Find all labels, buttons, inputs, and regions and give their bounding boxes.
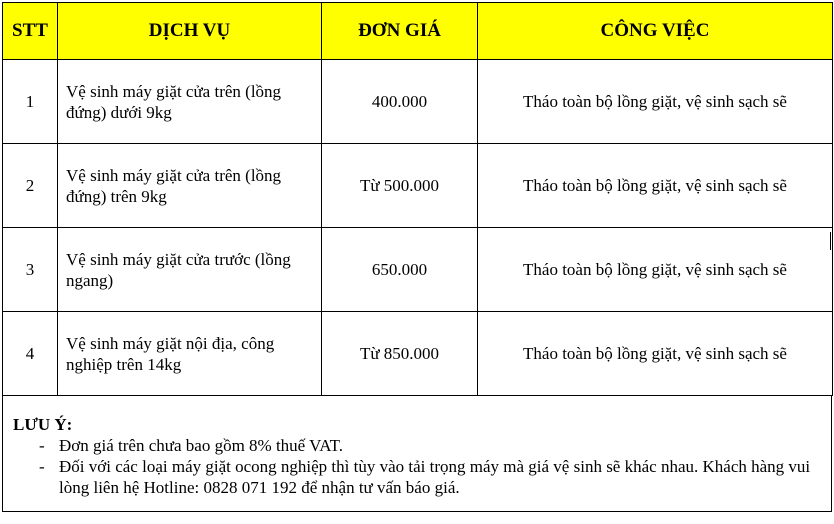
header-work: CÔNG VIỆC	[478, 3, 833, 60]
table-row	[3, 228, 833, 312]
row-work: Tháo toàn bộ lồng giặt, vệ sinh sạch sẽ	[478, 144, 833, 228]
row-stt: 2	[3, 144, 58, 228]
row-service: Vệ sinh máy giặt cửa trên (lồng đứng) trên 9kg	[58, 144, 322, 228]
table-header-row	[3, 3, 833, 60]
row-price: 400.000	[322, 60, 478, 144]
row-stt: 3	[3, 228, 58, 312]
row-work: Tháo toàn bộ lồng giặt, vệ sinh sạch sẽ	[478, 312, 833, 396]
note-text: Đơn giá trên chưa bao gồm 8% thuế VAT.	[59, 436, 344, 455]
row-work: Tháo toàn bộ lồng giặt, vệ sinh sạch sẽ	[478, 228, 833, 312]
table-row	[3, 144, 833, 228]
row-stt: 4	[3, 312, 58, 396]
table-row	[3, 60, 833, 144]
row-work: Tháo toàn bộ lồng giặt, vệ sinh sạch sẽ	[478, 60, 833, 144]
notes-title: LƯU Ý:	[13, 415, 73, 434]
note-text: Đối với các loại máy giặt ocong nghiệp thì tùy vào tải trọng máy mà giá vệ sinh sẽ khác nhau. Khách hàng vui lòng liên hệ Hotline: 0828 071 192 để nhận tư vấn báo giá.	[59, 457, 811, 497]
row-service: Vệ sinh máy giặt cửa trên (lồng đứng) dưới 9kg	[58, 60, 322, 144]
row-price: Từ 850.000	[322, 312, 478, 396]
price-document	[2, 2, 832, 522]
header-service: DỊCH VỤ	[58, 3, 322, 60]
notes-section	[2, 396, 832, 512]
header-price: ĐƠN GIÁ	[322, 3, 478, 60]
dash-bullet-icon: -	[39, 457, 45, 476]
row-price: Từ 500.000	[322, 144, 478, 228]
note-item	[13, 435, 821, 456]
row-price: 650.000	[322, 228, 478, 312]
header-stt: STT	[3, 3, 58, 60]
dash-bullet-icon: -	[39, 436, 45, 455]
table-row	[3, 312, 833, 396]
notes-list	[13, 435, 821, 498]
text-cursor	[830, 232, 831, 250]
row-service: Vệ sinh máy giặt nội địa, công nghiệp trên 14kg	[58, 312, 322, 396]
note-item	[13, 456, 821, 498]
price-table	[2, 2, 833, 396]
row-service: Vệ sinh máy giặt cửa trước (lồng ngang)	[58, 228, 322, 312]
row-stt: 1	[3, 60, 58, 144]
